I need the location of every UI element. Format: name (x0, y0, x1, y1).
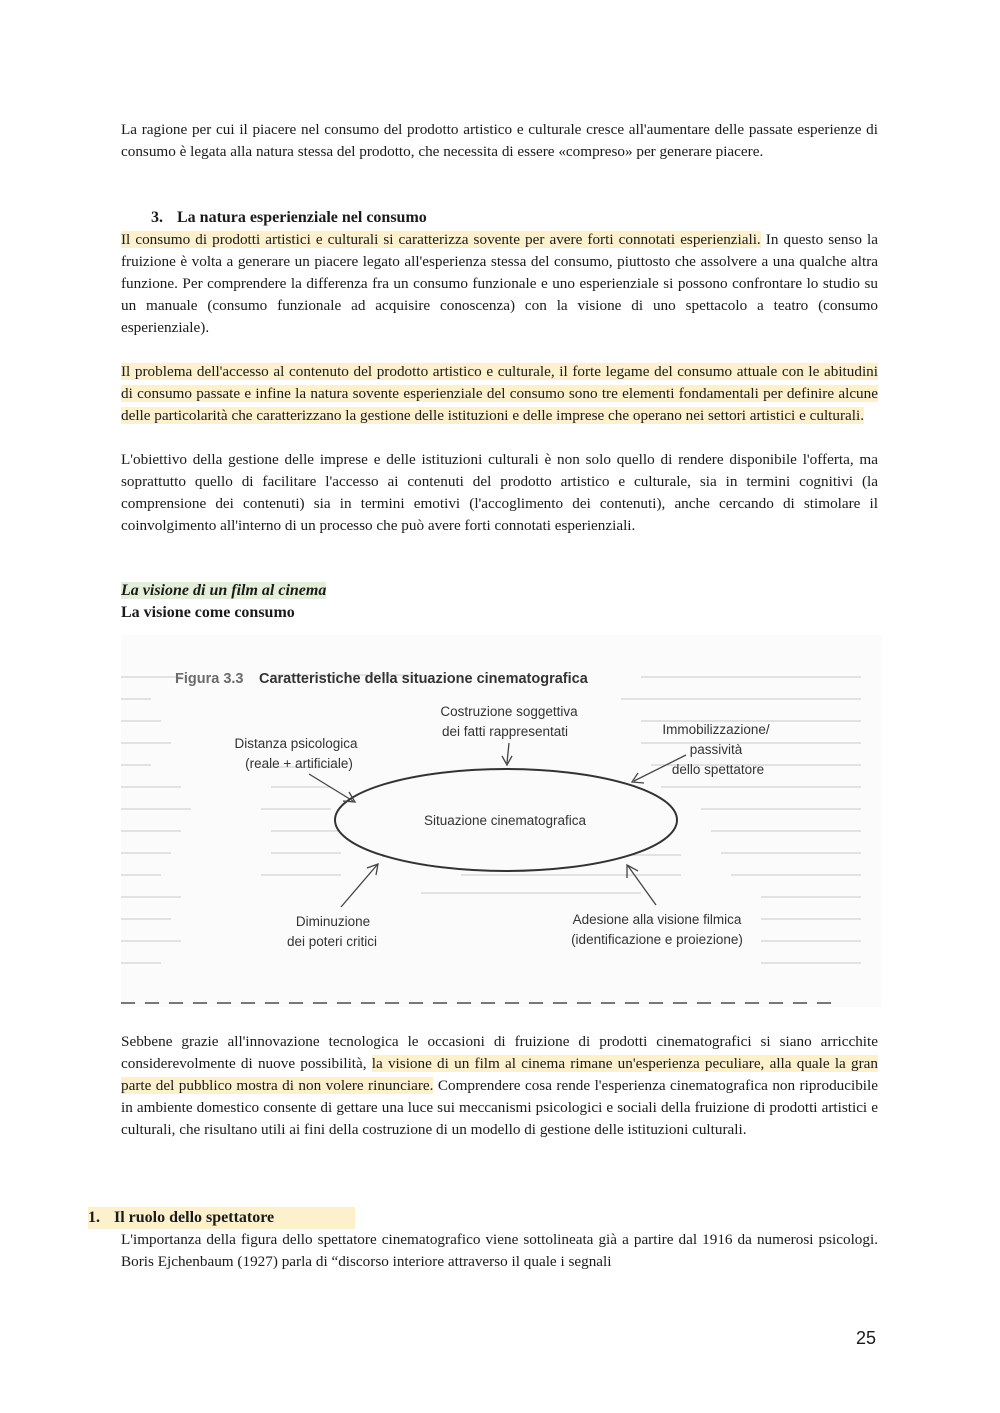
section-1-number: 1. (88, 1209, 100, 1226)
top-label-line-2: dei fatti rappresentati (441, 724, 569, 739)
bottom-left-label-line-1: Diminuzione (295, 914, 371, 929)
innovation-paragraph (121, 1031, 878, 1141)
right-label-line-2: passività (689, 742, 743, 757)
problem-paragraph (121, 361, 878, 427)
right-label-line-1: Immobilizzazione/ (662, 722, 770, 737)
arrow-bottom-left (341, 865, 377, 907)
right-label-line-3: dello spettatore (671, 762, 765, 777)
film-heading: La visione di un film al cinema (121, 582, 327, 599)
bottom-left-label-line-2: dei poteri critici (286, 934, 378, 949)
section-3-number: 3. (151, 209, 163, 226)
objective-paragraph: L'obiettivo della gestione delle imprese e delle istituzioni culturali è non solo quello di rendere disponibile l'offerta, ma soprattutto quello di facilitare l'accesso ai contenuti del prodotto artistico e culturale, sia in termini cognitivi (la comprensione dei contenuti) sia in termini emotivi (l'accoglimento dei contenuti), anche cercando di stimolare il coinvolgimento all'interno di un processo che può avere forti connotati esperienziali. (121, 451, 878, 534)
left-label-line-1: Distanza psicologica (234, 736, 358, 751)
arrow-top (507, 743, 509, 763)
ellipse-label: Situazione cinematografica (423, 813, 587, 828)
section-3-heading (151, 207, 427, 229)
section-3-title: La natura esperienziale nel consumo (177, 209, 427, 226)
section-3-highlight: Il consumo di prodotti artistici e culturali si caratterizza sovente per avere forti connotati esperienziali. (121, 231, 761, 248)
bottom-right-label-line-2: (identificazione e proiezione) (571, 932, 743, 947)
film-subheading: La visione come consumo (121, 604, 295, 621)
problem-highlight: Il problema dell'accesso al contenuto del prodotto artistico e culturale, il forte legame del consumo attuale con le abitudini di consumo passate e infine la natura sovente esperienziale del consumo sono tre elementi fondamentali per definire alcune delle particolarità che caratterizzano la gestione delle istituzioni e delle imprese che operano nei settori artistici e culturali. (121, 363, 878, 424)
top-label-line-1: Costruzione soggettiva (440, 704, 578, 719)
left-label-line-2: (reale + artificiale) (245, 756, 353, 771)
arrow-right-head (632, 773, 644, 783)
innovation-highlight: la visione di un film al cinema rimane un'esperienza peculiare, alla quale la gran parte del pubblico mostra di non volere rinunciare. (121, 1055, 879, 1094)
innovation-text-1: Sebbene grazie all'innovazione tecnologica le occasioni di fruizione di prodotti cinematografici si siano arricchite considerevolmente di nuove possibilità, (121, 1033, 878, 1072)
arrow-bottom-right (628, 866, 656, 905)
section-1-title: Il ruolo dello spettatore (114, 1209, 275, 1226)
intro-paragraph: La ragione per cui il piacere nel consumo del prodotto artistico e culturale cresce all'aumentare delle passate esperienze di consumo è legata alla natura stessa del prodotto, che necessita di essere «compreso» per generare piacere. (121, 121, 878, 160)
section-1-paragraph: L'importanza della figura dello spettatore cinematografico viene sottolineata già a partire dal 1916 da numerosi psicologi. Boris Ejchenbaum (1927) parla di “discorso interiore attraverso il quale i segnali (121, 1231, 878, 1270)
innovation-text-2: Comprendere cosa rende l'esperienza cinematografica non riproducibile in ambiente domestico consente di gettare una luce sui meccanismi psicologici e sociali della fruizione di prodotti artistici e culturali, che risultano utili ai fini della costruzione di un modello di gestione delle istituzioni culturali. (121, 1077, 878, 1138)
bottom-right-label-line-1: Adesione alla visione filmica (572, 912, 742, 927)
figure-title: Caratteristiche della situazione cinematografica (259, 671, 588, 687)
section-3-text: In questo senso la fruizione è volta a generare un piacere legato all'esperienza stessa del consumo, piuttosto che assolvere a una qualche altra funzione. Per comprendere la differenza fra un consumo funzionale e uno esperienziale si possono confrontare lo studio su un manuale (consumo funzionale ad acquisire conoscenza) con la visione di uno spettacolo a teatro (consumo esperienziale). (121, 231, 878, 336)
section-1-heading (88, 1207, 355, 1229)
figure-3-3 (121, 635, 881, 1007)
figure-label: Figura 3.3 (175, 671, 244, 687)
page-number: 25 (856, 1328, 877, 1348)
section-3-paragraph (121, 229, 878, 339)
